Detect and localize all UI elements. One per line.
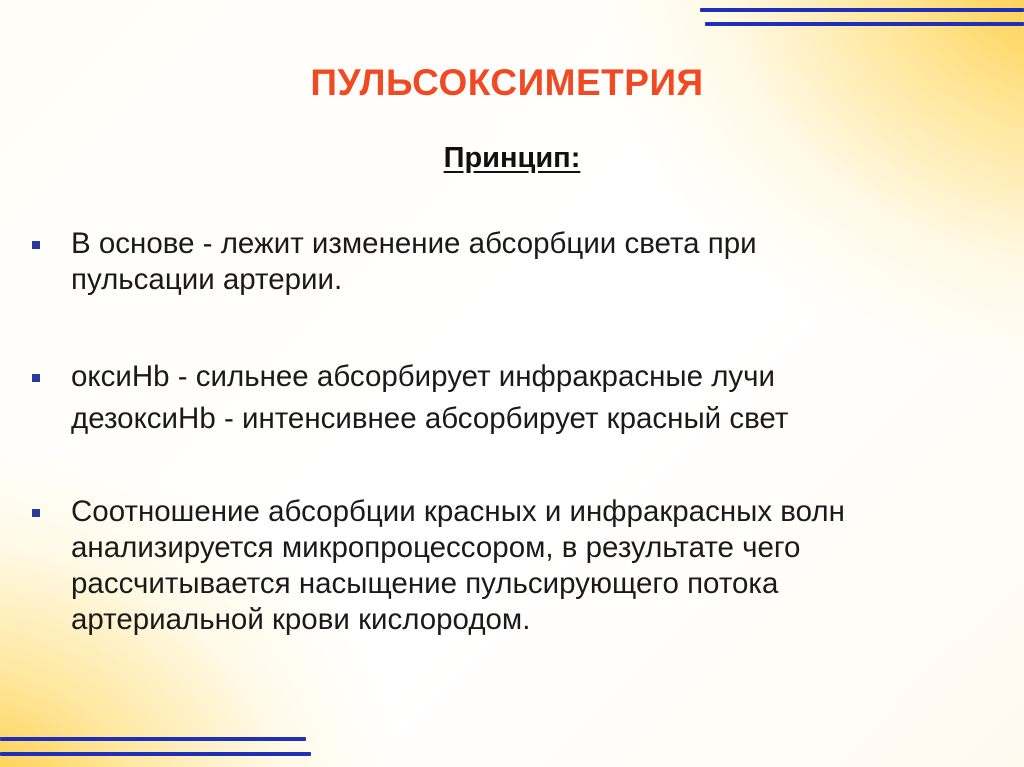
bottom-decorative-stripe-2 xyxy=(0,752,311,756)
square-bullet-icon xyxy=(32,241,40,249)
slide-title: ПУЛЬСОКСИМЕТРИЯ xyxy=(310,62,704,103)
bullet-item xyxy=(32,494,1024,638)
bullet-text-line: рассчитывается насыщение пульсирующего потока xyxy=(71,567,779,600)
bullet-text-line: В основе - лежит изменение абсорбции света при xyxy=(71,227,757,260)
bullet-text-line: артериальной крови кислородом. xyxy=(71,603,531,636)
bullet-text-line: анализируется микропроцессором, в результате чего xyxy=(71,531,801,564)
bullet-text-line: дезоксиHb - интенсивнее абсорбирует красный свет xyxy=(71,402,789,435)
top-decorative-stripe-2 xyxy=(705,22,1024,26)
bullet-list xyxy=(32,226,992,636)
bullet-text-line: пульсации артерии. xyxy=(71,263,343,296)
bottom-decorative-stripe-1 xyxy=(0,737,306,741)
bullet-item xyxy=(32,226,992,298)
square-bullet-icon xyxy=(32,374,40,382)
bullet-text-line: Соотношение абсорбции красных и инфракрасных волн xyxy=(71,495,845,528)
top-decorative-stripe-1 xyxy=(700,8,1024,12)
bullet-text-line: оксиHb - сильнее абсорбирует инфракрасные лучи xyxy=(71,360,776,393)
bullet-item xyxy=(32,359,1024,437)
square-bullet-icon xyxy=(32,509,40,517)
slide-subtitle: Принцип: xyxy=(443,142,581,174)
